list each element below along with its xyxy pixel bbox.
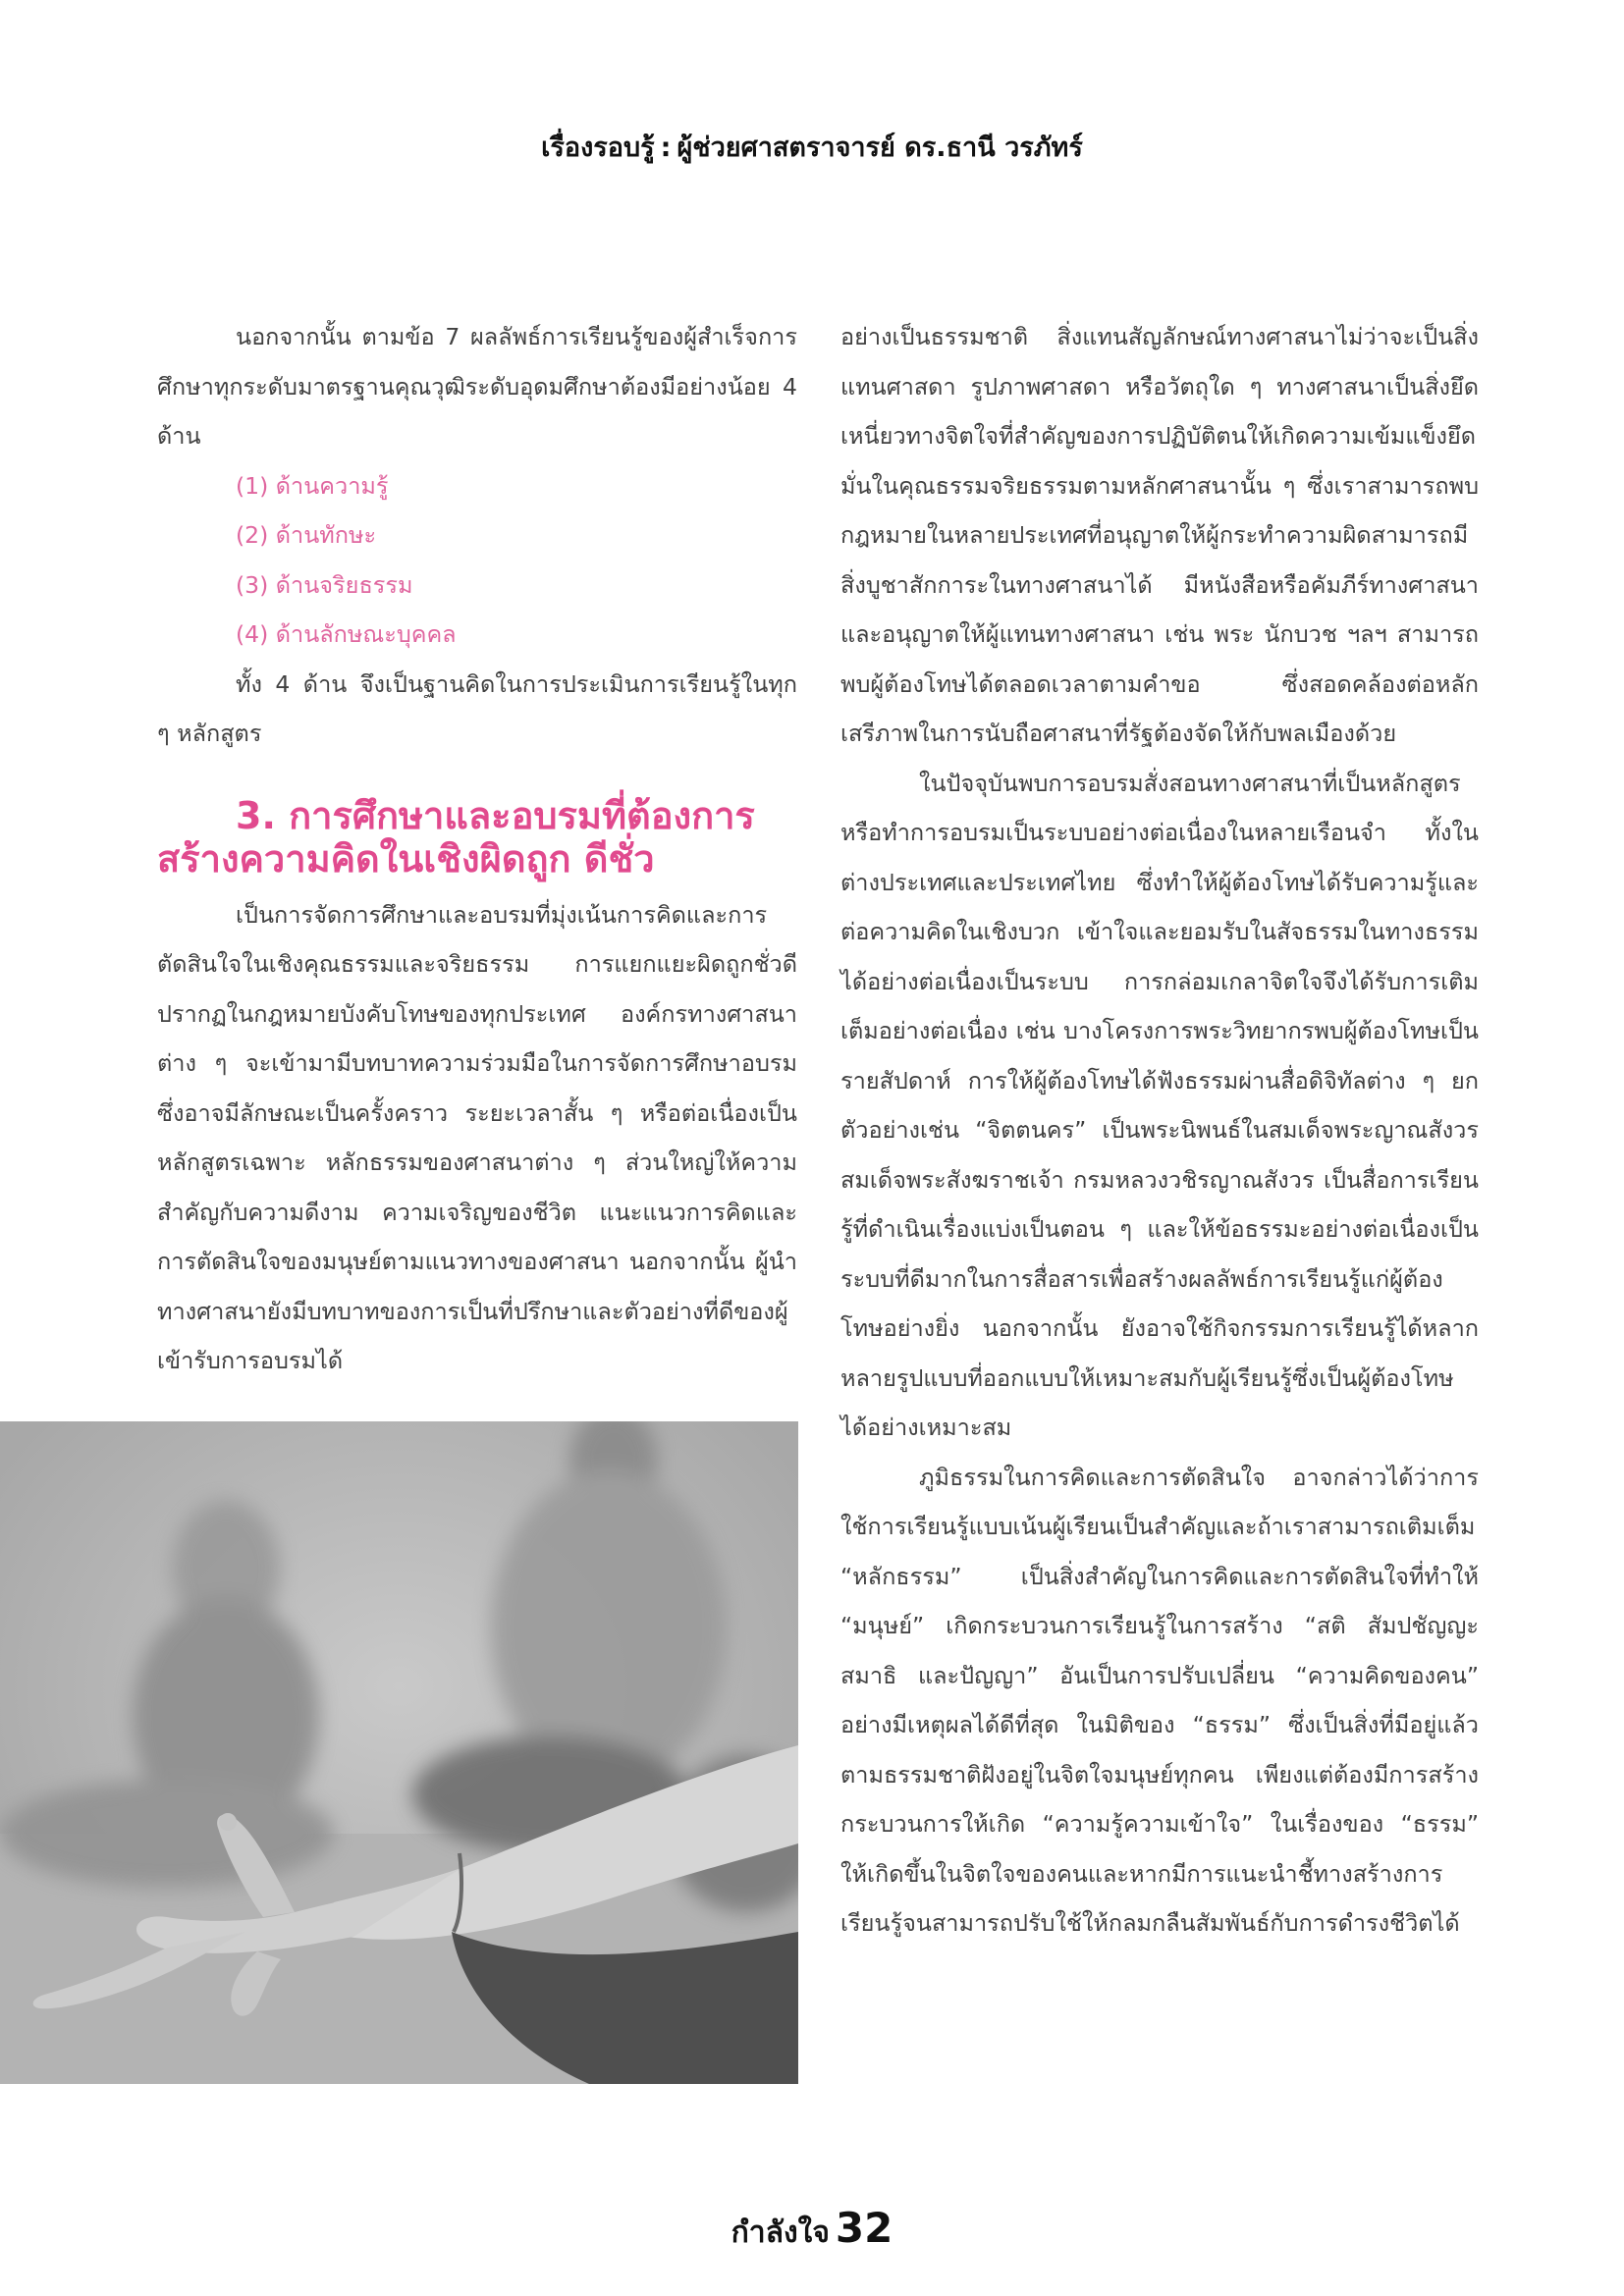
section-heading-line2: สร้างความคิดในเชิงผิดถูก ดีชั่ว — [157, 836, 655, 881]
right-paragraph-2: ในปัจจุบันพบการอบรมสั่งสอนทางศาสนาที่เป็นหลักสูตรหรือทำการอบรมเป็นระบบอย่างต่อเนื่องในหลายเรือนจำ ทั้งในต่างประเทศและประเทศไทย ซึ่งทำให้ผู้ต้องโทษได้รับความรู้และต่อความคิดในเชิงบวก เข้าใจและยอมรับในสัจธรรมในทางธรรม ได้อย่างต่อเนื่องเป็นระบบ การกล่อมเกลาจิตใจจึงได้รับการเติมเต็มอย่างต่อเนื่อง เช่น บางโครงการพระวิทยากรพบผู้ต้องโทษเป็นรายสัปดาห์ การให้ผู้ต้องโทษได้ฟังธรรมผ่านสื่อดิจิทัลต่าง ๆ ยกตัวอย่างเช่น “จิตตนคร” เป็นพระนิพนธ์ในสมเด็จพระญาณสังวร สมเด็จพระสังฆราชเจ้า กรมหลวงวชิรญาณสังวร เป็นสื่อการเรียนรู้ที่ดำเนินเรื่องแบ่งเป็นตอน ๆ และให้ข้อธรรมะอย่างต่อเนื่องเป็นระบบที่ดีมากในการสื่อสารเพื่อสร้างผลลัพธ์การเรียนรู้แก่ผู้ต้องโทษอย่างยิ่ง นอกจากนั้น ยังอาจใช้กิจกรรมการเรียนรู้ได้หลากหลายรูปแบบที่ออกแบบให้เหมาะสมกับผู้เรียนรู้ซึ่งเป็นผู้ต้องโทษได้อย่างเหมาะสม — [840, 769, 1479, 1441]
section-heading — [157, 794, 797, 881]
left-column — [157, 312, 797, 1386]
page-number: 32 — [835, 2204, 893, 2252]
list-item-knowledge: (1) ด้านความรู้ — [236, 471, 389, 500]
meditation-illustration — [0, 1421, 798, 2084]
header-author: ผู้ช่วยศาสตราจารย์ ดร.ธานี วรภัทร์ — [677, 133, 1083, 163]
list-item-ethics: (3) ด้านจริยธรรม — [236, 570, 413, 599]
section-heading-line1: 3. การศึกษาและอบรมที่ต้องการ — [236, 793, 755, 837]
right-paragraph-3: ภูมิธรรมในการคิดและการตัดสินใจ อาจกล่าวได้ว่าการใช้การเรียนรู้แบบเน้นผู้เรียนเป็นสำคัญและถ้าเราสามารถเติมเต็ม “หลักธรรม” เป็นสิ่งสำคัญในการคิดและการตัดสินใจที่ทำให้ “มนุษย์” เกิดกระบวนการเรียนรู้ในการสร้าง “สติ สัมปชัญญะ สมาธิ และปัญญา” อันเป็นการปรับเปลี่ยน “ความคิดของคน” อย่างมีเหตุผลได้ดีที่สุด ในมิติของ “ธรรม” ซึ่งเป็นสิ่งที่มีอยู่แล้วตามธรรมชาติฝังอยู่ในจิตใจมนุษย์ทุกคน เพียงแต่ต้องมีการสร้างกระบวนการให้เกิด “ความรู้ความเข้าใจ” ในเรื่องของ “ธรรม” ให้เกิดขึ้นในจิตใจของคนและหากมีการแนะนำชี้ทางสร้างการเรียนรู้จนสามารถปรับใช้ให้กลมกลืนสัมพันธ์กับการดำรงชีวิตได้ — [840, 1463, 1479, 1937]
page-footer — [0, 2204, 1624, 2256]
right-paragraph-1: อย่างเป็นธรรมชาติ สิ่งแทนสัญลักษณ์ทางศาสนาไม่ว่าจะเป็นสิ่งแทนศาสดา รูปภาพศาสดา หรือวัตถุใด ๆ ทางศาสนาเป็นสิ่งยึดเหนี่ยวทางจิตใจที่สำคัญของการปฏิบัติตนให้เกิดความเข้มแข็งยึดมั่นในคุณธรรมจริยธรรมตามหลักศาสนานั้น ๆ ซึ่งเราสามารถพบกฎหมายในหลายประเทศที่อนุญาตให้ผู้กระทำความผิดสามารถมีสิ่งบูชาสักการะในทางศาสนาได้ มีหนังสือหรือคัมภีร์ทางศาสนา และอนุญาตให้ผู้แทนทางศาสนา เช่น พระ นักบวช ฯลฯ สามารถพบผู้ต้องโทษได้ตลอดเวลาตามคำขอ ซึ่งสอดคล้องต่อหลักเสรีภาพในการนับถือศาสนาที่รัฐต้องจัดให้กับพลเมืองด้วย — [840, 323, 1479, 747]
section-body-paragraph: เป็นการจัดการศึกษาและอบรมที่มุ่งเน้นการคิดและการตัดสินใจในเชิงคุณธรรมและจริยธรรม การแยกแยะผิดถูกชั่วดี ปรากฏในกฎหมายบังคับโทษของทุกประเทศ องค์กรทางศาสนาต่าง ๆ จะเข้ามามีบทบาทความร่วมมือในการจัดการศึกษาอบรม ซึ่งอาจมีลักษณะเป็นครั้งคราว ระยะเวลาสั้น ๆ หรือต่อเนื่องเป็นหลักสูตรเฉพาะ หลักธรรมของศาสนาต่าง ๆ ส่วนใหญ่ให้ความสำคัญกับความดีงาม ความเจริญของชีวิต แนะแนวการคิดและการตัดสินใจของมนุษย์ตามแนวทางของศาสนา นอกจากนั้น ผู้นำทางศาสนายังมีบทบาทของการเป็นที่ปรึกษาและตัวอย่างที่ดีของผู้เข้ารับการอบรมได้ — [157, 900, 797, 1374]
after-list-paragraph: ทั้ง 4 ด้าน จึงเป็นฐานคิดในการประเมินการเรียนรู้ในทุก ๆ หลักสูตร — [157, 669, 797, 747]
right-column — [840, 312, 1479, 1949]
meditation-photo — [0, 1421, 798, 2084]
list-item-skills: (2) ด้านทักษะ — [236, 521, 377, 549]
running-header — [0, 126, 1624, 168]
header-section: เรื่องรอบรู้ — [541, 133, 655, 163]
header-separator: : — [660, 133, 672, 163]
intro-paragraph: นอกจากนั้น ตามข้อ 7 ผลลัพธ์การเรียนรู้ของผู้สำเร็จการศึกษาทุกระดับมาตรฐานคุณวุฒิระดับอุดมศึกษาต้องมีอย่างน้อย 4 ด้าน — [157, 323, 797, 450]
magazine-name: กำลังใจ — [731, 2216, 830, 2250]
list-item-character: (4) ด้านลักษณะบุคคล — [236, 620, 457, 648]
